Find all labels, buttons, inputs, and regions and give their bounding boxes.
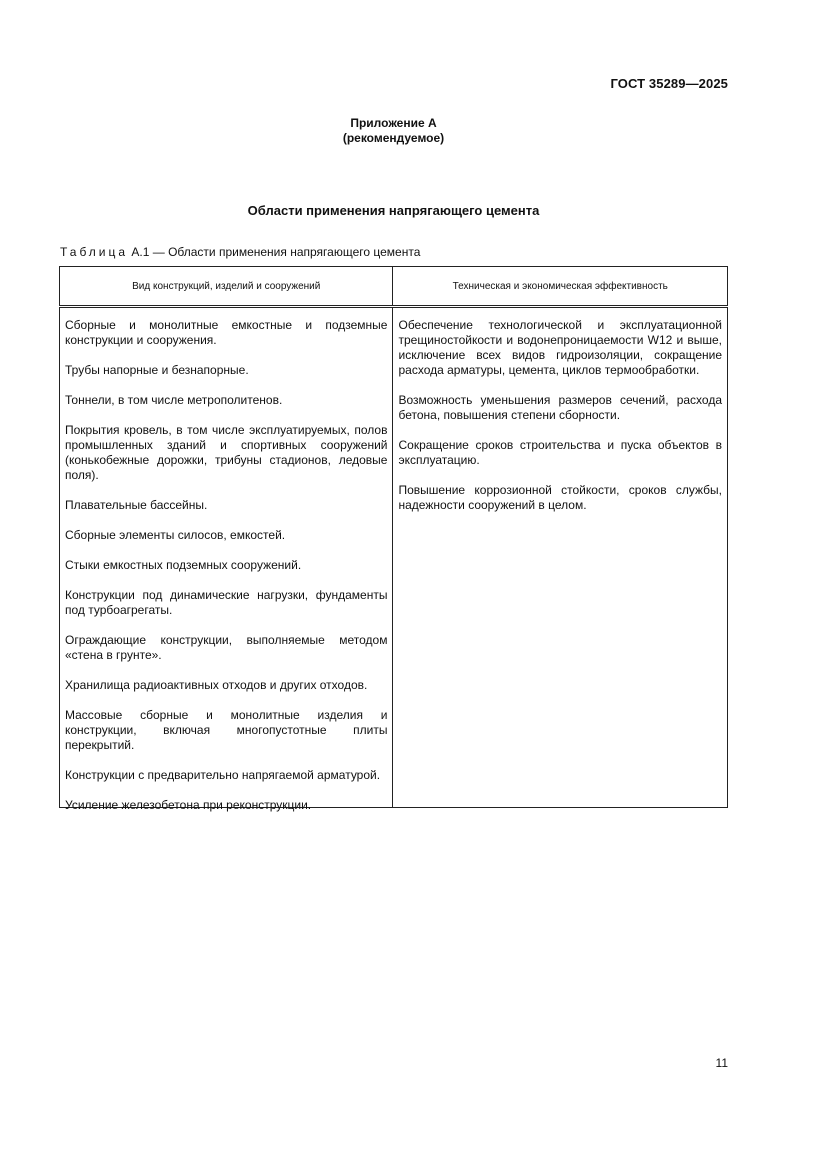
section-title: Области применения напрягающего цемента [247,203,540,218]
appendix-heading [0,116,787,146]
list-item: Сборные элементы силосов, емкостей. [65,528,286,542]
list-item: Хранилища радиоактивных отходов и других отходов. [65,678,368,692]
page-number: 11 [715,1056,728,1070]
table-row [60,307,728,808]
list-item: Конструкции с предварительно напрягаемой арматурой. [65,768,381,782]
appendix-subtitle: (рекомендуемое) [342,131,445,145]
header-efficiency: Техническая и экономическая эффективность [393,267,728,307]
list-item: Обеспечение технологической и эксплуатационной трещиностойкости и водонепроницаемости W12 и выше, исключение всех видов гидроизоляции, сокращение расхода арматуры, цемента, циклов термообработки. [398,318,722,377]
list-item: Повышение коррозионной стойкости, сроков службы, надежности сооружений в целом. [398,483,722,512]
list-item: Усиление железобетона при реконструкции. [65,798,312,812]
efficiency-cell [393,307,728,808]
header-construction-type: Вид конструкций, изделий и сооружений [60,267,393,307]
standard-code: ГОСТ 35289—2025 [610,76,728,91]
list-item: Сборные и монолитные емкостные и подземные конструкции и сооружения. [65,318,388,347]
list-item: Ограждающие конструкции, выполняемые методом «стена в грунте». [65,633,388,662]
table-caption-text: А.1 — Области применения напрягающего цемента [128,245,421,259]
table-caption-prefix: Таблица [60,245,129,259]
table-header-row [60,267,728,307]
list-item: Тоннели, в том числе метрополитенов. [65,393,283,407]
table-caption [60,245,420,259]
list-item: Плавательные бассейны. [65,498,208,512]
list-item: Конструкции под динамические нагрузки, фундаменты под турбоагрегаты. [65,588,388,617]
construction-types-cell [60,307,393,812]
list-item: Трубы напорные и безнапорные. [65,363,249,377]
application-table [59,266,728,812]
list-item: Сокращение сроков строительства и пуска объектов в эксплуатацию. [398,438,722,467]
list-item: Покрытия кровель, в том числе эксплуатируемых, полов промышленных зданий и спортивных сооружений (конькобежные дорожки, трибуны стадионов, ледовые поля). [65,423,388,482]
list-item: Массовые сборные и монолитные изделия и конструкции, включая многопустотные плиты перекрытий. [65,708,388,752]
appendix-title: Приложение А [350,116,437,130]
list-item: Стыки емкостных подземных сооружений. [65,558,302,572]
list-item: Возможность уменьшения размеров сечений, расхода бетона, повышения степени сборности. [398,393,722,422]
